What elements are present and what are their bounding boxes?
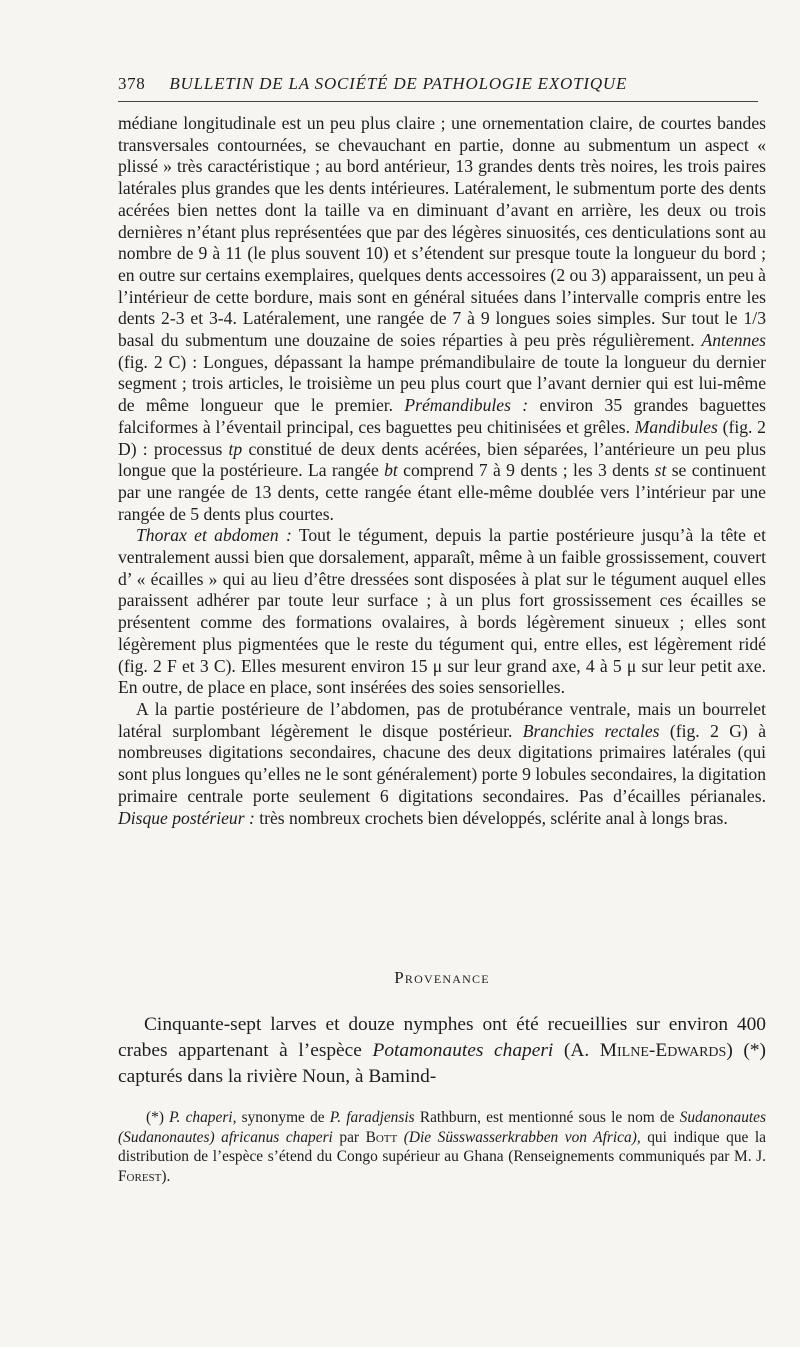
work-title: (Die Süsswasserkrabben von Africa),	[397, 1128, 641, 1146]
page-number: 378	[118, 74, 146, 93]
term-premandibules: Prémandibules :	[404, 395, 529, 416]
footnote-mark: (*)	[146, 1109, 170, 1126]
footnote-text: (*) P. chaperi, synonyme de P. faradjensis Rathburn, est mentionné sous le nom de Sudanonautes (Sudanonautes) africanus chaperi par Bott (Die Süsswasserkrabben von Africa), qui indique que la distribution de l’espèce s’étend du Congo supérieur au Ghana (Renseignements communiqués par M. J. Forest).	[118, 1109, 766, 1185]
author-bott: Bott	[365, 1128, 398, 1146]
provenance-text	[118, 1012, 766, 1090]
author-name: Milne-Edwards	[599, 1040, 727, 1061]
journal-title: BULLETIN DE LA SOCIÉTÉ DE PATHOLOGIE EXOTIQUE	[169, 74, 628, 93]
author-forest: Forest	[118, 1167, 162, 1185]
term-st: st	[654, 460, 667, 481]
term-antennes: Antennes	[701, 330, 766, 351]
term-disque: Disque postérieur :	[118, 807, 255, 828]
section-heading: Provenance	[394, 968, 490, 987]
species-name: Potamonautes chaperi	[372, 1040, 554, 1061]
running-head	[118, 74, 758, 94]
body-text	[118, 113, 766, 829]
term-thorax: Thorax et abdomen :	[136, 525, 292, 546]
paragraph-abdomen: A la partie postérieure de l’abdomen, pas de protubérance ventrale, mais un bourrelet latéral surplombant légèrement le disque postérieur. Branchies rectales (fig. 2 G) à nombreuses digitations secondaires, chacune des deux digitations primaires latérales (qui sont plus longues qu’elles ne le sont généralement) porte 9 lobules secondaires, la digitation primaire centrale porte seulement 6 digitations secondaires. Pas d’écailles périanales. Disque postérieur : très nombreux crochets bien développés, sclérite anal à longs bras.	[118, 698, 767, 828]
paragraph-thorax: Thorax et abdomen : Tout le tégument, depuis la partie postérieure jusqu’à la tête et ventralement aussi bien que dorsalement, apparaît, même à un faible grossissement, couvert d’ « écailles » qui au lieu d’être dressées sont disposées à plat sur le tégument auquel elles paraissent adhérer par toute leur surface ; à un plus fort grossissement ces écailles se présentent comme des formations ovalaires, à bords légèrement sinueux ; elles sont légèrement plus pigmentées que le reste du tégument qui, entre elles, est légèrement ridé (fig. 2 F et 3 C). Elles mesurent environ 15 μ sur leur grand axe, 4 à 5 μ sur leur petit axe. En outre, de place en place, sont insérées des soies sensorielles.	[118, 525, 766, 698]
term-branchies: Branchies rectales	[522, 720, 660, 741]
term-tp: tp	[228, 438, 243, 459]
term-bt: bt	[384, 460, 398, 481]
header-rule	[118, 101, 758, 102]
term-mandibules: Mandibules	[634, 416, 718, 437]
paragraph-provenance: Cinquante-sept larves et douze nymphes ont été recueillies sur environ 400 crabes appartenant à l’espèce Potamonautes chaperi (A. Milne-Edwards) (*) capturés dans la rivière Noun, à Bamind-	[118, 1014, 766, 1087]
footnote	[118, 1108, 766, 1186]
paragraph-mouthparts: médiane longitudinale est un peu plus claire ; une ornementation claire, de courtes bandes transversales contournées, se chevauchant en partie, donne au submentum un aspect « plissé » très caractéristique ; au bord antérieur, 13 grandes dents très noires, les trois paires latérales plus grandes que les dents intérieures. Latéralement, le submentum porte des dents acérées bien nettes dont la taille va en diminuant d’avant en arrière, les deux ou trois dernières n’étant plus représentées que par des légères sinuosités, ces denticulations sont au nombre de 9 à 11 (le plus souvent 10) et s’étendent sur presque toute la longueur du bord ; en outre sur certains exemplaires, quelques dents accessoires (2 ou 3) apparaissent, un peu à l’intérieur de cette bordure, mais sont en général situées dans l’intervalle compris entre les dents 2-3 et 3-4. Latéralement, une rangée de 7 à 9 longues soies simples. Sur tout le 1/3 basal du submentum une douzaine de soies réparties à peu près régulièrement. Antennes (fig. 2 C) : Longues, dépassant la hampe prémandibulaire de toute la longueur du dernier segment ; trois articles, le troisième un peu plus court que l’avant dernier qui est lui-même de même longueur que le premier. Prémandibules : environ 35 grandes baguettes falciformes à l’éventail principal, ces baguettes peu chitinisées et grêles. Mandibules (fig. 2 D) : processus tp constitué de deux dents acérées, bien séparées, l’antérieure un peu plus longue que la postérieure. La rangée bt comprend 7 à 9 dents ; les 3 dents st se continuent par une rangée de 13 dents, cette rangée étant elle-même doublée vers l’intérieur par une rangée de 5 dents plus courtes.	[118, 113, 766, 524]
